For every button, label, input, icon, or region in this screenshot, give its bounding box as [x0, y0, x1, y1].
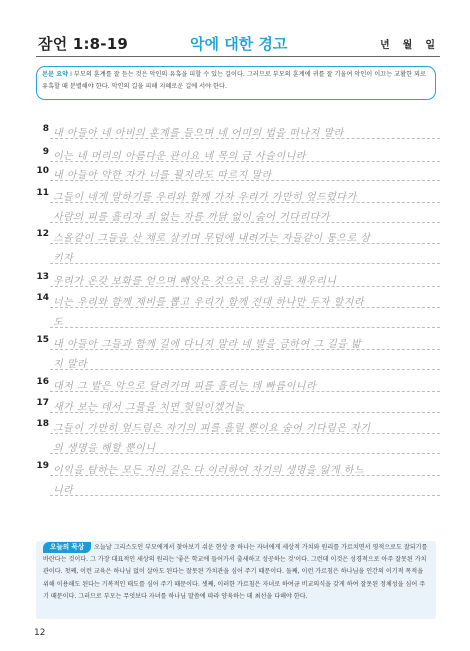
verse-number: 10	[36, 166, 49, 176]
verse-number: 18	[36, 419, 49, 429]
verse-tracing-text: 너는 우리와 함께 제비를 뽑고 우리가 함께 전대 하나만 두자 할지라	[53, 297, 365, 308]
verse-number: 8	[42, 124, 49, 134]
meditation-box	[36, 541, 436, 619]
verse-line[interactable]	[36, 290, 440, 310]
verse-line[interactable]	[36, 332, 440, 352]
summary-separator: I	[70, 71, 72, 78]
writing-line	[50, 369, 440, 370]
summary-label: 본문 요약	[42, 71, 69, 78]
verse-number: 9	[42, 147, 49, 157]
verse-line[interactable]	[36, 436, 440, 456]
verse-tracing-text: 대저 그 발은 악으로 달려가며 피를 흘리는 데 빠름이니라	[53, 381, 317, 392]
verse-line[interactable]	[36, 246, 440, 266]
date-fields	[380, 36, 435, 51]
verse-tracing-text: 우리가 온갖 보화를 얻으며 빼앗은 것으로 우리 집을 채우리니	[53, 276, 337, 287]
meditation-label: 오늘의 묵상	[43, 542, 91, 553]
verse-tracing-text: 키자	[53, 253, 74, 264]
verse-number: 16	[36, 377, 49, 387]
verse-tracing-text: 내 아들아 네 아비의 훈계를 들으며 네 어미의 법을 떠나지 말라	[53, 128, 344, 139]
verse-line[interactable]	[36, 374, 440, 394]
verse-line[interactable]	[36, 478, 440, 498]
date-day-label: 일	[425, 40, 436, 51]
verse-line[interactable]	[36, 121, 440, 141]
verse-line[interactable]	[36, 269, 440, 289]
verse-line[interactable]	[36, 163, 440, 183]
writing-line	[50, 327, 440, 328]
header-divider	[36, 56, 440, 57]
date-month-label: 월	[402, 40, 413, 51]
verse-tracing-text: 지 말라	[53, 359, 88, 370]
verse-tracing-text: 이는 네 머리의 아름다운 관이요 네 목의 금 사슬이니라	[53, 151, 306, 162]
verse-tracing-text: 의 생명을 해할 뿐이니	[53, 443, 156, 454]
summary-box	[36, 66, 436, 100]
verse-tracing-text: 도	[53, 317, 64, 328]
verse-number: 17	[36, 398, 49, 408]
verse-tracing-text: 사람의 피를 흘리자 죄 없는 자를 까닭 없이 숨어 기다리다가	[53, 212, 330, 223]
verse-line[interactable]	[36, 458, 440, 478]
verse-tracing-text: 니라	[53, 485, 74, 496]
verse-line[interactable]	[36, 395, 440, 415]
verse-tracing-text: 그들이 네게 말하기를 우리와 함께 가자 우리가 가만히 엎드렸다가	[53, 192, 357, 203]
verse-tracing-text: 이익을 탐하는 모든 자의 길은 다 이러하여 자기의 생명을 잃게 하느	[53, 465, 365, 476]
verse-line[interactable]	[36, 310, 440, 330]
passage-reference: 잠언 1:8-19	[38, 35, 128, 53]
verse-tracing-text: 스올같이 그들을 산 채로 삼키며 무덤에 내려가는 자들같이 통으로 삼	[53, 233, 371, 244]
page-number: 12	[34, 628, 46, 638]
verse-line[interactable]	[36, 416, 440, 436]
verse-line[interactable]	[36, 144, 440, 164]
verse-line[interactable]	[36, 205, 440, 225]
verse-line[interactable]	[36, 185, 440, 205]
summary-text: 부모의 훈계를 잘 듣는 것은 악인의 유혹을 피할 수 있는 길이다. 그러므로 부모의 훈계에 귀를 잘 기울여 악인이 이끄는 교활한 꾀로 유혹할 때 분별해야 한다. 악인의 길을 피해 지혜로운 길에 서야 한다.	[42, 71, 427, 90]
verse-tracing-text: 그들이 가만히 엎드림은 자기의 피를 흘릴 뿐이요 숨어 기다림은 자기	[53, 423, 371, 434]
verse-number: 13	[36, 272, 49, 282]
verse-tracing-text: 새가 보는 데서 그물을 치면 헛일이겠거늘	[53, 402, 245, 413]
date-year-label: 년	[380, 40, 390, 51]
page-title: 악에 대한 경고	[190, 35, 288, 53]
verse-number: 11	[36, 188, 49, 198]
writing-line	[50, 263, 440, 264]
verse-number: 15	[36, 335, 49, 345]
meditation-text: 오늘날 그리스도인 부모에게서 찾아보기 쉬운 현상 중 하나는 자녀에게 세상적 가치와 원리를 가르치면서 영적으로도 잘되기를 바란다는 것이다. 그 가장 대표적인 세상의 원리는 '좋은 학교에 들어가서 출세하고 성공하는 것'이다. 그런데 이것은 성경적으로 아주 잘못된 가치관이다. 첫째, 이런 교육은 하나님 없이 살아도 된다는 잘못된 가치관을 심어 주기 때문이다. 둘째, 이런 가르침은 하나님을 인간의 이기적 목적을 위해 이용해도 된다는 기복적인 태도를 심어 주기 때문이다. 셋째, 이러한 가르침은 자녀로 하여금 비교의식을 갖게 하여 잘못된 정체성을 심어 주기 때문이다. 그러므로 부모는 무엇보다 자녀를 하나님 말씀에 따라 양육하는 데 최선을 다해야 한다.	[43, 544, 428, 600]
verse-number: 19	[36, 461, 49, 471]
verse-line[interactable]	[36, 226, 440, 246]
verse-line[interactable]	[36, 352, 440, 372]
verse-tracing-text: 내 아들아 악한 자가 너를 꾈지라도 따르지 말라	[53, 170, 272, 181]
verse-number: 12	[36, 229, 49, 239]
writing-line	[50, 495, 440, 496]
verse-tracing-text: 내 아들아 그들과 함께 길에 다니지 말라 네 발을 금하여 그 길을 밟	[53, 339, 362, 350]
verse-number: 14	[36, 293, 49, 303]
